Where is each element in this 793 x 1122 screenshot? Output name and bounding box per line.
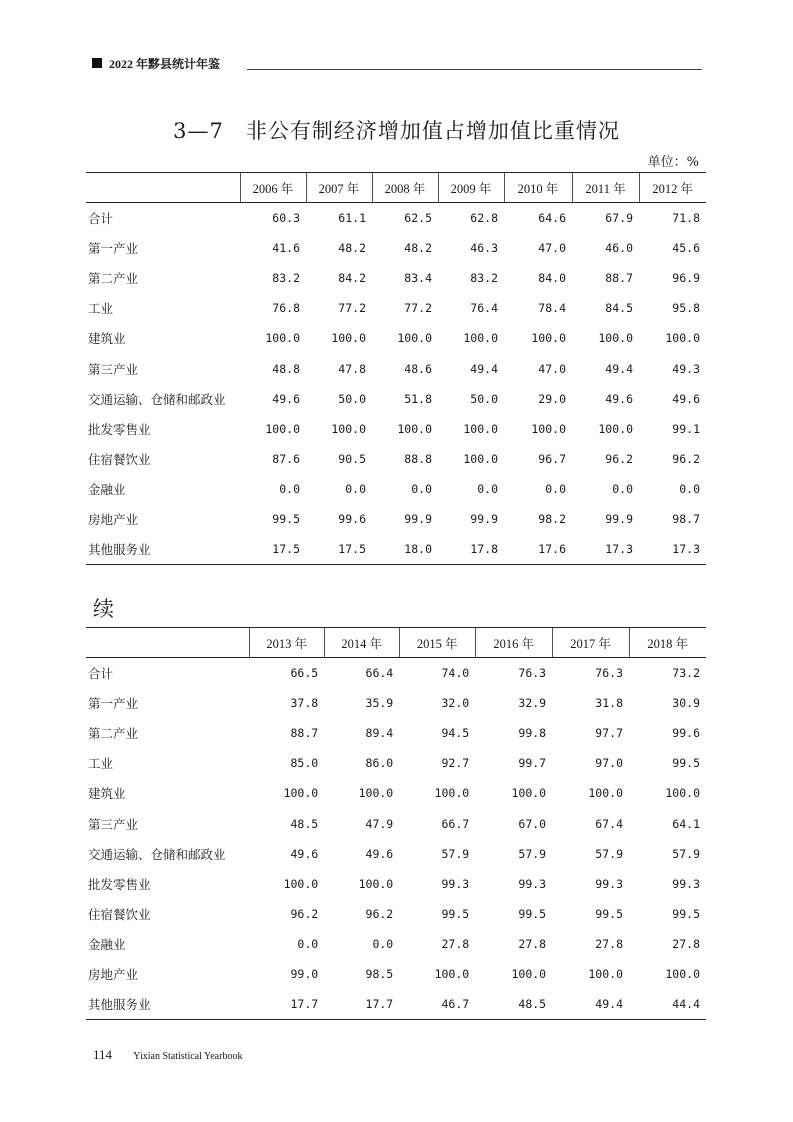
table-row	[86, 474, 706, 504]
yearbook-title: 2022 年黟县统计年鉴	[109, 57, 221, 71]
row-label: 金融业	[88, 937, 126, 953]
row-label: 第一产业	[88, 240, 139, 256]
value-cell: 48.2	[338, 240, 366, 255]
value-cell: 98.5	[365, 967, 394, 982]
value-cell: 76.3	[595, 665, 623, 680]
value-cell: 96.2	[365, 907, 394, 922]
header-cell-stub	[86, 173, 240, 203]
row-label: 房地产业	[88, 967, 139, 983]
table-row	[86, 414, 706, 444]
row-label: 工业	[88, 756, 114, 772]
value-cell: 64.1	[672, 816, 700, 831]
value-cell: 46.7	[399, 990, 475, 1020]
value-cell: 100.0	[358, 876, 394, 891]
value-cell: 76.3	[518, 665, 547, 680]
row-label: 第一产业	[88, 695, 139, 711]
row-label: 第三产业	[88, 361, 139, 377]
value-cell: 49.3	[672, 361, 700, 376]
value-cell: 27.8	[595, 937, 623, 952]
unit-label: 单位：%	[647, 155, 699, 170]
table-row	[86, 990, 706, 1020]
value-cell: 29.0	[538, 391, 566, 406]
value-cell: 74.0	[441, 665, 470, 680]
row-label: 交通运输、仓储和邮政业	[88, 391, 226, 407]
value-cell: 51.8	[404, 391, 432, 406]
header-cell-year: 2012 年	[639, 173, 706, 203]
value-cell: 83.2	[272, 270, 300, 285]
value-cell: 92.7	[441, 756, 470, 771]
row-label: 住宿餐饮业	[88, 907, 151, 923]
value-cell: 49.6	[605, 391, 633, 406]
value-cell: 99.9	[605, 512, 633, 527]
value-cell: 99.7	[518, 756, 547, 771]
value-cell: 60.3	[272, 210, 300, 225]
value-cell: 99.9	[470, 512, 498, 527]
row-label: 建筑业	[88, 331, 126, 347]
value-cell: 49.6	[272, 391, 300, 406]
row-label: 房地产业	[88, 512, 139, 528]
value-cell: 44.4	[629, 990, 706, 1020]
header-cell-year: 2007 年	[306, 173, 372, 203]
value-cell: 62.5	[404, 210, 432, 225]
value-cell: 100.0	[265, 331, 300, 346]
value-cell: 99.5	[595, 907, 623, 922]
table-row	[86, 353, 706, 383]
table-title: 3—7 非公有制经济增加值占增加值比重情况	[173, 119, 620, 143]
value-cell: 17.3	[572, 535, 639, 565]
value-cell: 27.8	[518, 937, 547, 952]
value-cell: 49.4	[552, 990, 629, 1020]
data-table-2006-2012	[86, 172, 706, 565]
row-label: 其他服务业	[86, 535, 240, 565]
value-cell: 99.5	[672, 907, 700, 922]
value-cell: 100.0	[531, 421, 566, 436]
row-label: 建筑业	[88, 786, 126, 802]
value-cell: 66.7	[441, 816, 470, 831]
value-cell: 100.0	[463, 331, 498, 346]
value-cell: 67.9	[605, 210, 633, 225]
table-row	[86, 444, 706, 474]
value-cell: 0.0	[372, 937, 394, 952]
value-cell: 57.9	[672, 846, 700, 861]
value-cell: 17.8	[438, 535, 504, 565]
value-cell: 32.0	[441, 695, 470, 710]
value-cell: 96.2	[605, 452, 633, 467]
header-cell-year: 2008 年	[372, 173, 438, 203]
value-cell: 90.5	[338, 452, 366, 467]
table-row	[86, 293, 706, 323]
value-cell: 100.0	[397, 421, 432, 436]
header-cell-year: 2010 年	[504, 173, 572, 203]
value-cell: 99.8	[518, 725, 547, 740]
value-cell: 87.6	[272, 452, 300, 467]
value-cell: 0.0	[612, 482, 633, 497]
value-cell: 100.0	[588, 786, 623, 801]
value-cell: 99.3	[518, 876, 547, 891]
value-cell: 49.4	[470, 361, 498, 376]
value-cell: 49.6	[290, 846, 319, 861]
table-row	[86, 688, 706, 718]
value-cell: 64.6	[538, 210, 566, 225]
table-row	[86, 808, 706, 838]
value-cell: 47.0	[538, 361, 566, 376]
value-cell: 96.2	[672, 452, 700, 467]
value-cell: 17.5	[240, 535, 306, 565]
footer-text: Yixian Statistical Yearbook	[133, 1051, 243, 1062]
running-header	[92, 55, 702, 75]
row-label: 交通运输、仓储和邮政业	[88, 846, 226, 862]
value-cell: 100.0	[665, 786, 700, 801]
row-label: 批发零售业	[88, 876, 151, 892]
value-cell: 89.4	[365, 725, 394, 740]
header-cell-year: 2015 年	[399, 628, 475, 658]
table-row	[86, 535, 706, 565]
table-row	[86, 839, 706, 869]
table-row	[86, 748, 706, 778]
value-cell: 37.8	[290, 695, 319, 710]
value-cell: 62.8	[470, 210, 498, 225]
value-cell: 84.2	[338, 270, 366, 285]
value-cell: 49.6	[672, 391, 700, 406]
header-cell-year: 2009 年	[438, 173, 504, 203]
row-label: 工业	[88, 301, 114, 317]
row-label: 合计	[88, 665, 114, 681]
header-cell-year: 2006 年	[240, 173, 306, 203]
value-cell: 27.8	[672, 937, 700, 952]
value-cell: 57.9	[518, 846, 547, 861]
row-label: 合计	[88, 210, 114, 226]
header-cell-year: 2016 年	[475, 628, 552, 658]
value-cell: 66.4	[365, 665, 394, 680]
value-cell: 32.9	[518, 695, 547, 710]
row-label: 第三产业	[88, 816, 139, 832]
value-cell: 77.2	[404, 301, 432, 316]
value-cell: 0.0	[545, 482, 566, 497]
continued-label: 续	[93, 597, 114, 621]
row-label: 金融业	[88, 482, 126, 498]
value-cell: 100.0	[511, 786, 547, 801]
value-cell: 78.4	[538, 301, 566, 316]
table-row	[86, 778, 706, 808]
value-cell: 66.5	[290, 665, 319, 680]
table-row	[86, 384, 706, 414]
value-cell: 45.6	[672, 240, 700, 255]
header-cell-year: 2011 年	[572, 173, 639, 203]
value-cell: 0.0	[477, 482, 498, 497]
value-cell: 96.7	[538, 452, 566, 467]
value-cell: 99.5	[441, 907, 470, 922]
value-cell: 97.7	[595, 725, 623, 740]
square-bullet-icon	[92, 58, 102, 68]
table-row	[86, 323, 706, 353]
table-row	[86, 929, 706, 959]
value-cell: 71.8	[672, 210, 700, 225]
value-cell: 49.4	[605, 361, 633, 376]
header-cell-year: 2014 年	[324, 628, 399, 658]
value-cell: 99.9	[404, 512, 432, 527]
value-cell: 0.0	[411, 482, 432, 497]
value-cell: 100.0	[434, 967, 470, 982]
value-cell: 30.9	[672, 695, 700, 710]
header-rule	[247, 69, 702, 70]
row-label: 住宿餐饮业	[88, 452, 151, 468]
value-cell: 46.3	[470, 240, 498, 255]
value-cell: 99.5	[272, 512, 300, 527]
value-cell: 100.0	[531, 331, 566, 346]
value-cell: 83.4	[404, 270, 432, 285]
value-cell: 84.5	[605, 301, 633, 316]
row-label: 批发零售业	[88, 421, 151, 437]
value-cell: 0.0	[679, 482, 700, 497]
value-cell: 49.6	[365, 846, 394, 861]
value-cell: 31.8	[595, 695, 623, 710]
table-row	[86, 263, 706, 293]
value-cell: 99.3	[672, 876, 700, 891]
value-cell: 61.1	[338, 210, 366, 225]
value-cell: 47.0	[538, 240, 566, 255]
value-cell: 100.0	[358, 786, 394, 801]
table-row	[86, 869, 706, 899]
value-cell: 35.9	[365, 695, 394, 710]
header-cell-year: 2018 年	[629, 628, 706, 658]
value-cell: 99.0	[290, 967, 319, 982]
value-cell: 100.0	[598, 331, 633, 346]
value-cell: 48.5	[290, 816, 319, 831]
table-row	[86, 504, 706, 534]
value-cell: 17.6	[504, 535, 572, 565]
table-body	[86, 658, 706, 1020]
value-cell: 94.5	[441, 725, 470, 740]
value-cell: 17.3	[639, 535, 706, 565]
value-cell: 100.0	[283, 786, 319, 801]
value-cell: 100.0	[588, 967, 623, 982]
value-cell: 100.0	[511, 967, 547, 982]
value-cell: 84.0	[538, 270, 566, 285]
value-cell: 50.0	[338, 391, 366, 406]
value-cell: 100.0	[331, 421, 366, 436]
value-cell: 88.8	[404, 452, 432, 467]
value-cell: 100.0	[331, 331, 366, 346]
value-cell: 99.6	[338, 512, 366, 527]
value-cell: 0.0	[279, 482, 300, 497]
table-row	[86, 718, 706, 748]
row-label: 其他服务业	[86, 990, 249, 1020]
table-row	[86, 899, 706, 929]
table-body	[86, 203, 706, 565]
value-cell: 47.8	[338, 361, 366, 376]
value-cell: 100.0	[434, 786, 470, 801]
value-cell: 99.3	[595, 876, 623, 891]
value-cell: 17.7	[249, 990, 324, 1020]
value-cell: 77.2	[338, 301, 366, 316]
value-cell: 76.4	[470, 301, 498, 316]
value-cell: 99.5	[672, 756, 700, 771]
value-cell: 100.0	[463, 452, 498, 467]
value-cell: 86.0	[365, 756, 394, 771]
value-cell: 100.0	[598, 421, 633, 436]
value-cell: 98.2	[538, 512, 566, 527]
value-cell: 17.7	[324, 990, 399, 1020]
value-cell: 100.0	[283, 876, 319, 891]
value-cell: 48.6	[404, 361, 432, 376]
value-cell: 88.7	[290, 725, 319, 740]
table-header-row	[86, 628, 706, 658]
header-cell-year: 2017 年	[552, 628, 629, 658]
table-header-row	[86, 173, 706, 203]
value-cell: 96.9	[672, 270, 700, 285]
page-number: 114	[93, 1047, 113, 1062]
value-cell: 0.0	[345, 482, 366, 497]
value-cell: 83.2	[470, 270, 498, 285]
value-cell: 46.0	[605, 240, 633, 255]
value-cell: 98.7	[672, 512, 700, 527]
value-cell: 88.7	[605, 270, 633, 285]
value-cell: 57.9	[441, 846, 470, 861]
value-cell: 100.0	[397, 331, 432, 346]
value-cell: 57.9	[595, 846, 623, 861]
value-cell: 100.0	[665, 967, 700, 982]
value-cell: 18.0	[372, 535, 438, 565]
value-cell: 27.8	[441, 937, 470, 952]
value-cell: 67.0	[518, 816, 547, 831]
page-footer	[93, 1047, 242, 1063]
value-cell: 17.5	[306, 535, 372, 565]
table-row	[86, 658, 706, 688]
value-cell: 47.9	[365, 816, 394, 831]
value-cell: 100.0	[665, 331, 700, 346]
value-cell: 48.2	[404, 240, 432, 255]
value-cell: 99.5	[518, 907, 547, 922]
row-label: 第二产业	[88, 270, 139, 286]
value-cell: 48.5	[475, 990, 552, 1020]
value-cell: 99.1	[672, 421, 700, 436]
data-table-2013-2018	[86, 627, 706, 1020]
value-cell: 48.8	[272, 361, 300, 376]
value-cell: 97.0	[595, 756, 623, 771]
value-cell: 50.0	[470, 391, 498, 406]
value-cell: 99.6	[672, 725, 700, 740]
value-cell: 41.6	[272, 240, 300, 255]
table-row	[86, 203, 706, 233]
value-cell: 95.8	[672, 301, 700, 316]
value-cell: 99.3	[441, 876, 470, 891]
value-cell: 73.2	[672, 665, 700, 680]
table-row	[86, 959, 706, 989]
header-cell-stub	[86, 628, 249, 658]
row-label: 第二产业	[88, 725, 139, 741]
value-cell: 96.2	[290, 907, 319, 922]
value-cell: 85.0	[290, 756, 319, 771]
value-cell: 67.4	[595, 816, 623, 831]
value-cell: 100.0	[265, 421, 300, 436]
header-cell-year: 2013 年	[249, 628, 324, 658]
value-cell: 0.0	[297, 937, 319, 952]
value-cell: 100.0	[463, 421, 498, 436]
value-cell: 76.8	[272, 301, 300, 316]
table-row	[86, 233, 706, 263]
